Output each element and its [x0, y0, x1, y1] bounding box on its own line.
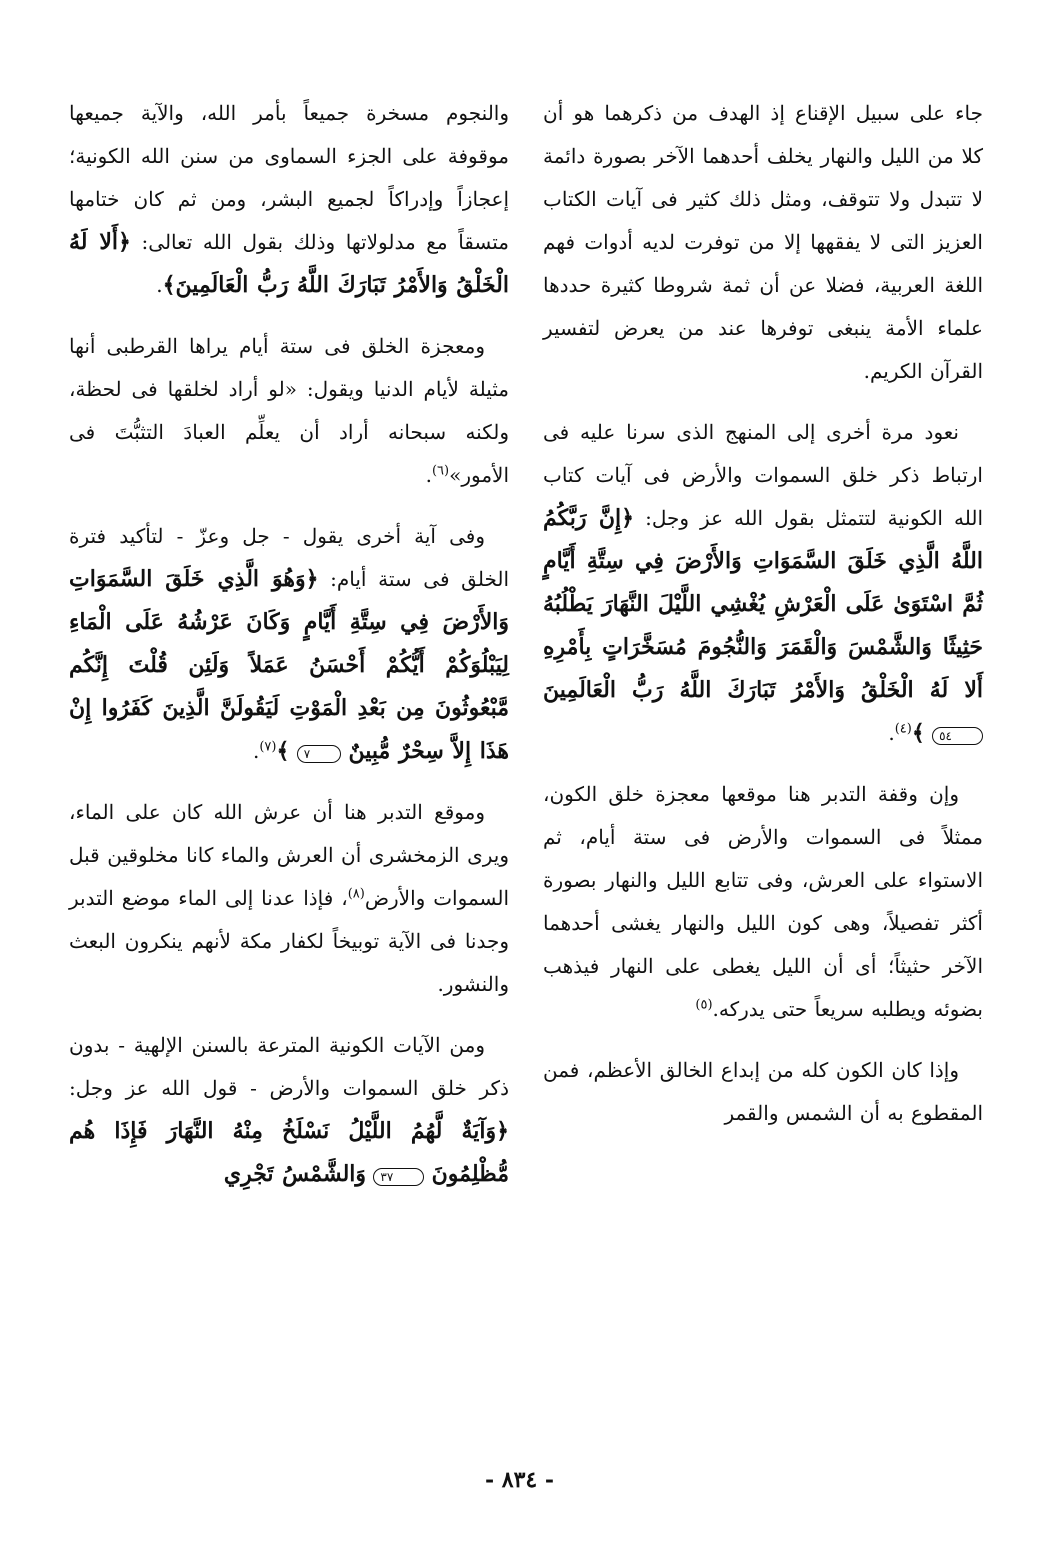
paragraph: [69, 791, 509, 1006]
footnote-marker: (٧): [259, 739, 277, 755]
page-number: - ٨٣٤ -: [484, 1467, 555, 1493]
paragraph-text: نعود مرة أخرى إلى المنهج الذى سرنا عليه فى ارتباط ذكر خلق السموات والأرض فى آيات كتاب الله الكونية لتتمثل بقول الله عز وجل:: [543, 420, 983, 530]
paragraph-text: وإن وقفة التدبر هنا موقعها معجزة خلق الكون، ممثلاً فى السموات والأرض فى ستة أيام، ثم الاستواء على العرش، وفى تتابع الليل والنهار بصورة أكثر تفصيلاً، وهى كون الليل والنهار يغشى أحدهما الآخر حثيثاً؛ أى أن الليل يغطى على النهار فيذهب بضوئه ويطلبه سريعاً حتى يدركه.: [543, 782, 983, 1021]
paragraph-text: ومن الآيات الكونية المترعة بالسنن الإلهية - بدون ذكر خلق السموات والأرض - قول الله عز وجل:: [69, 1033, 509, 1100]
paragraph: جاء على سبيل الإقناع إذ الهدف من ذكرهما هو أن كلا من الليل والنهار يخلف أحدهما الآخر بصورة دائمة لا تتبدل ولا تتوقف، ومثل ذلك كثير فى آيات الكتاب العزيز التى لا يفقهها إلا من توفرت لديه أدوات فهم اللغة العربية، فضلا عن أن ثمة شروطا كثيرة حددها علماء الأمة ينبغى توفرها عند من يعرض لتفسير القرآن الكريم.: [543, 101, 984, 383]
footnote-marker: (٨): [347, 886, 365, 902]
left-column: [69, 92, 509, 1214]
paragraph: والنجوم مسخرة جميعاً بأمر الله، والآية جميعها موقوفة على الجزء السماوى من سنن الله الكونية؛ إعجازاً وإدراكاً لجميع البشر، ومن ثم كان ختامها متسقاً مع مدلولاتها وذلك بقول الله تعالى: ﴿أَلا لَهُ الْخَلْقُ وَالأَمْرُ تَبَارَكَ اللَّهُ رَبُّ الْعَالَمِينَ﴾.: [69, 101, 509, 298]
quran-bracket: ﴾: [911, 720, 925, 746]
ayah-number: ٥٤: [932, 727, 983, 745]
paragraph-text: وفى آية أخرى يقول - جل وعزّ - لتأكيد فترة الخلق فى ستة أيام:: [69, 524, 510, 591]
footnote-marker: (٦): [431, 463, 450, 479]
ayah-number: ٧: [297, 745, 341, 763]
quran-verse: وَالشَّمْسُ تَجْرِي: [223, 1161, 367, 1187]
quran-verse: ﴿إِنَّ رَبَّكُمُ اللَّهُ الَّذِي خَلَقَ السَّمَوَاتِ وَالأَرْضَ فِي سِتَّةِ أَيَّامٍ ثُمَّ اسْتَوَىٰ عَلَى الْعَرْشِ يُغْشِي اللَّيْلَ النَّهَارَ يَطْلُبُهُ حَثِيثًا وَالشَّمْسَ وَالْقَمَرَ وَالنُّجُومَ مُسَخَّرَاتٍ بِأَمْرِهِ أَلا لَهُ الْخَلْقُ وَالأَمْرُ تَبَارَكَ اللَّهُ رَبُّ الْعَالَمِينَ: [543, 505, 983, 703]
paragraph-text: ، فإذا عدنا إلى الماء موضع التدبر وجدنا فى الآية توبيخاً لكفار مكة لأنهم ينكرون البعث والنشور.: [69, 886, 509, 996]
paragraph-text: ومعجزة الخلق فى ستة أيام يراها القرطبى أنها مثيلة لأيام الدنيا ويقول: «لو أراد لخلقها فى لحظة، ولكنه سبحانه أراد أن يعلِّم العبادَ التثبُّتَ فى الأمور»: [69, 334, 509, 487]
paragraph: [543, 773, 983, 1031]
quran-verse: ﴿أَلا لَهُ الْخَلْقُ وَالأَمْرُ تَبَارَكَ اللَّهُ رَبُّ الْعَالَمِينَ﴾: [69, 229, 509, 298]
right-column: [543, 92, 983, 1153]
footnote-marker: (٥): [695, 997, 713, 1013]
quran-verse: ﴿وَهُوَ الَّذِي خَلَقَ السَّمَوَاتِ وَالأَرْضَ فِي سِتَّةِ أَيَّامٍ وَكَانَ عَرْشُهُ عَلَى الْمَاءِ لِيَبْلُوَكُمْ أَيُّكُمْ أَحْسَنُ عَمَلاً وَلَئِن قُلْتَ إِنَّكُم مَّبْعُوثُونَ مِن بَعْدِ الْمَوْتِ لَيَقُولَنَّ الَّذِينَ كَفَرُوا إِنْ هَذَا إِلاَّ سِحْرٌ مُّبِينٌ: [69, 566, 509, 764]
paragraph-text: وموقع التدبر هنا أن عرش الله كان على الماء، ويرى الزمخشرى أن العرش والماء كانا مخلوقين قبل السموات والأرض: [69, 800, 509, 910]
ayah-number: ٣٧: [373, 1168, 424, 1186]
paragraph: وإذا كان الكون كله من إبداع الخالق الأعظم، فمن المقطوع به أن الشمس والقمر: [543, 1058, 983, 1125]
footnote-marker: (٤): [894, 721, 912, 737]
paragraph: نعود مرة أخرى إلى المنهج الذى سرنا عليه فى ارتباط ذكر خلق السموات والأرض فى آيات كتاب الله الكونية لتتمثل بقول الله عز وجل: ﴿إِنَّ رَبَّكُمُ اللَّهُ الَّذِي خَلَقَ السَّمَوَاتِ وَالأَرْضَ فِي سِتَّةِ أَيَّامٍ ثُمَّ اسْتَوَىٰ عَلَى الْعَرْشِ يُغْشِي اللَّيْلَ النَّهَارَ يَطْلُبُهُ حَثِيثًا وَالشَّمْسَ وَالْقَمَرَ وَالنُّجُومَ مُسَخَّرَاتٍ بِأَمْرِهِ أَلا لَهُ الْخَلْقُ وَالأَمْرُ تَبَارَكَ اللَّهُ رَبُّ الْعَالَمِينَ ٥٤ ﴾$^{(٤)}$.: [543, 420, 983, 746]
paragraph: [69, 1024, 509, 1196]
quran-verse: ﴿وَآيَةٌ لَّهُمُ اللَّيْلُ نَسْلَخُ مِنْهُ النَّهَارَ فَإِذَا هُم مُّظْلِمُونَ: [69, 1118, 509, 1187]
paragraph: وفى آية أخرى يقول - جل وعزّ - لتأكيد فترة الخلق فى ستة أيام: ﴿وَهُوَ الَّذِي خَلَقَ السَّمَوَاتِ وَالأَرْضَ فِي سِتَّةِ أَيَّامٍ وَكَانَ عَرْشُهُ عَلَى الْمَاءِ لِيَبْلُوَكُمْ أَيُّكُمْ أَحْسَنُ عَمَلاً وَلَئِن قُلْتَ إِنَّكُم مَّبْعُوثُونَ مِن بَعْدِ الْمَوْتِ لَيَقُولَنَّ الَّذِينَ كَفَرُوا إِنْ هَذَا إِلاَّ سِحْرٌ مُّبِينٌ ٧ ﴾$^{(٧)}$.: [69, 524, 510, 764]
paragraph-text: والنجوم مسخرة جميعاً بأمر الله، والآية جميعها موقوفة على الجزء السماوى من سنن الله الكونية؛ إعجازاً وإدراكاً لجميع البشر، ومن ثم كان ختامها متسقاً مع مدلولاتها وذلك بقول الله تعالى:: [69, 101, 509, 254]
quran-bracket: ﴾: [276, 738, 290, 764]
paragraph: ومعجزة الخلق فى ستة أيام يراها القرطبى أنها مثيلة لأيام الدنيا ويقول: «لو أراد لخلقها فى لحظة، ولكنه سبحانه أراد أن يعلِّم العبادَ التثبُّتَ فى الأمور»$^{(٦)}$.: [69, 334, 509, 487]
